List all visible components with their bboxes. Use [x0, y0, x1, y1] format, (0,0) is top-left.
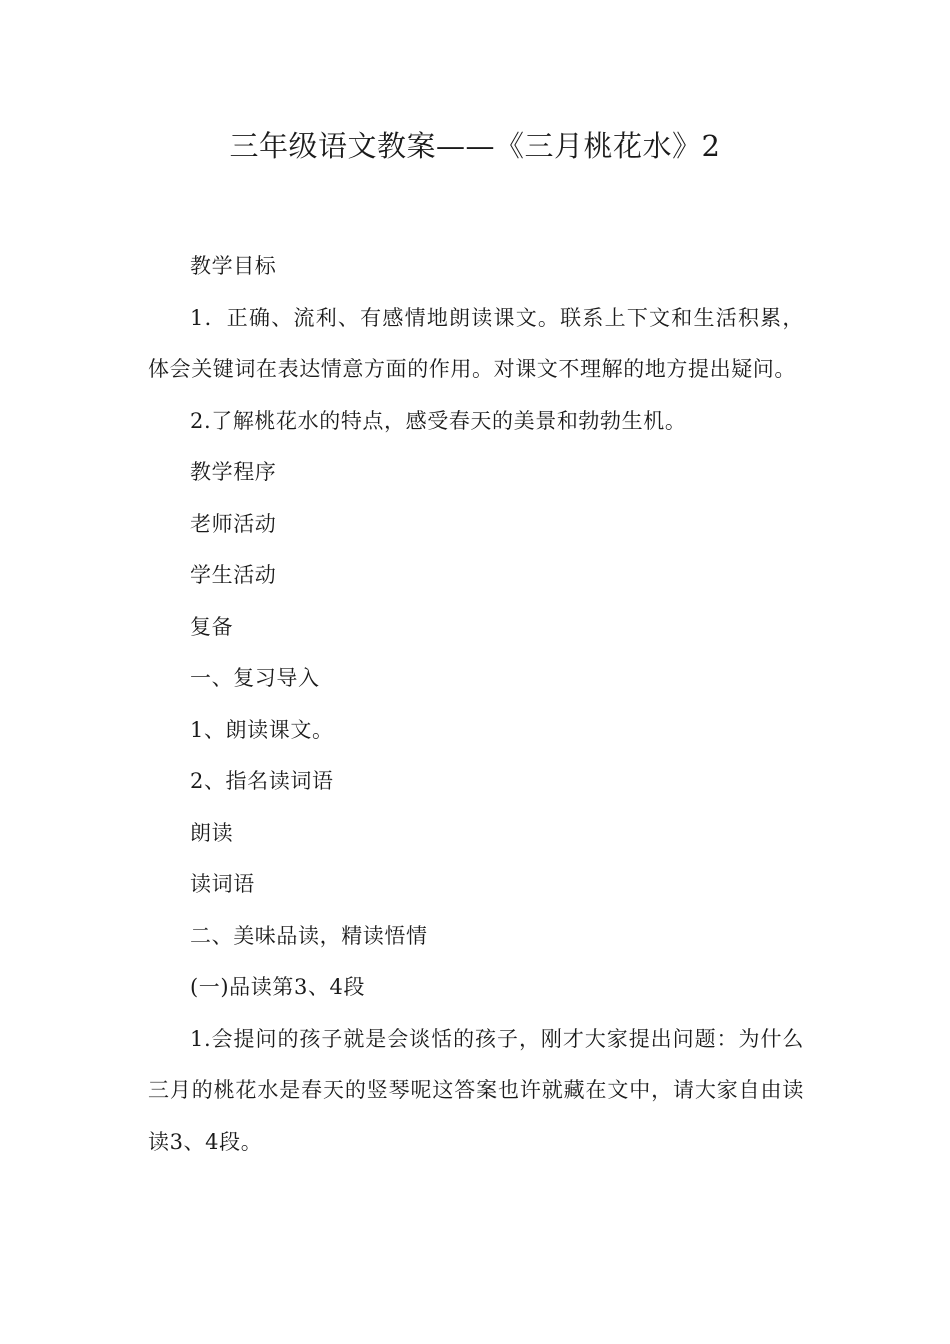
- paragraph-step-1: 1、朗读课文。: [190, 717, 334, 742]
- paragraph-read-words: 读词语: [190, 872, 255, 896]
- paragraph-step-2: 2、指名读词语: [190, 769, 334, 793]
- document-title: 三年级语文教案——《三月桃花水》2: [229, 129, 721, 163]
- paragraph-section-1: 一、复习导入: [190, 666, 320, 690]
- paragraph-read-aloud: 朗读: [190, 820, 234, 845]
- paragraph-review-prep: 复备: [190, 614, 234, 639]
- paragraph-objective-2: 2.了解桃花水的特点，感受春天的美景和勃勃生机。: [190, 408, 687, 433]
- paragraph-heading-objectives: 教学目标: [190, 254, 277, 278]
- paragraph-objective-1: 1．正确、流利、有感情地朗读课文。联系上下文和生活积累，体会关键词在表达情意方面的作用。对课文不理解的地方提出疑问。: [148, 305, 804, 381]
- paragraph-teacher-activity: 老师活动: [190, 511, 277, 536]
- paragraph-question: 1.会提问的孩子就是会谈恬的孩子，刚才大家提出问题：为什么三月的桃花水是春天的竖琴呢这答案也许就藏在文中，请大家自由读读3、4段。: [148, 1026, 804, 1154]
- paragraph-student-activity: 学生活动: [190, 563, 277, 587]
- paragraph-heading-procedure: 教学程序: [190, 460, 277, 484]
- paragraph-section-2: 二、美味品读，精读悟情: [190, 923, 428, 948]
- paragraph-subsection-1: (一)品读第3、4段: [190, 975, 366, 999]
- document-body: [148, 241, 804, 1168]
